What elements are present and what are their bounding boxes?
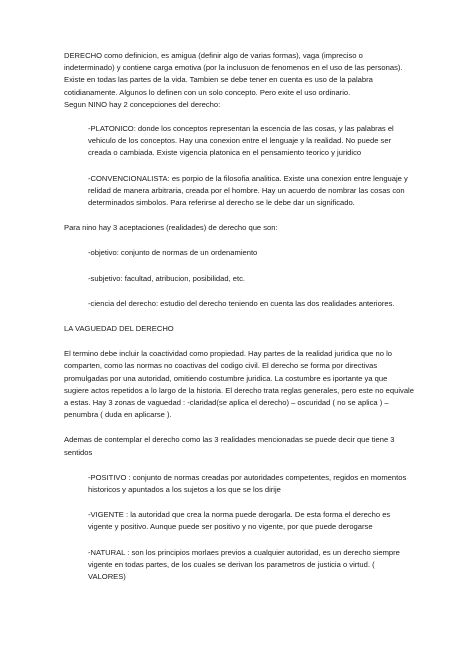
- paragraph-platonico: -PLATONICO: donde los conceptos representan la escencia de las cosas, y las palabras el vehiculo de los conceptos. Hay una conexion entre el lenguaje y la realidad. No puede ser creada o cambiada. Existe vigencia platonica en el pensamiento teorico y juridico: [88, 124, 394, 158]
- paragraph-vaguedad: El termino debe incluir la coactividad como propiedad. Hay partes de la realidad juridica que no lo comparten, como las normas no coactivas del codigo civil. El derecho se forma por directivas promulgadas por una autoridad, omitiendo costumbre juridica. La costumbre es iportante ya que sugiere actos repetidos a lo largo de la historia. El derecho trata reglas generales, pero este no equivale a estas. Hay 3 zonas de vaguedad : -claridad(se aplica el derecho) – oscuridad ( no se aplica ) – penumbra ( duda en aplicarse ).: [64, 349, 414, 420]
- list-item-positivo: -POSITIVO : conjunto de normas creadas por autoridades competentes, regidos en momentos historicos y apuntados a los sujetos a los que se los dirije: [88, 472, 407, 495]
- section-heading-vaguedad: LA VAGUEDAD DEL DERECHO: [64, 324, 174, 334]
- list-item-objetivo: -objetivo: conjunto de normas de un ordenamiento: [88, 248, 258, 258]
- paragraph-derecho-definicion: DERECHO como definicion, es amigua (definir algo de varias formas), vaga (impreciso o indeterminado) y contiene carga emotiva (por la inclusuon de fenomenos en el uso de las personas). Existe en todas las partes de la vida. Tambien se debe tener en cuenta es uso de la palabra cotidianamente. Algunos lo definen con un solo concepto. Pero exite el uso ordinario.: [64, 51, 403, 97]
- paragraph-nino-concepciones: Segun NINO hay 2 concepciones del derecho:: [64, 99, 221, 109]
- document-page: [64, 50, 414, 596]
- paragraph-aceptaciones: Para nino hay 3 aceptaciones (realidades) de derecho que son:: [64, 223, 278, 233]
- list-item-subjetivo: -subjetivo: facultad, atribucion, posibilidad, etc.: [88, 273, 246, 283]
- paragraph-sentidos: Ademas de contemplar el derecho como las 3 realidades mencionadas se puede decir que tiene 3 sentidos: [64, 435, 395, 457]
- paragraph-convencionalista: -CONVENCIONALISTA: es porpio de la filosofia analitica. Existe una conexion entre lenguaje y relidad de manera arbitraria, creada por el hombre. Hay un acuerdo de nombrar las cosas con determinados simbolos. Para referirse al derecho se le debe dar un significado.: [88, 173, 408, 208]
- list-item-vigente: -VIGENTE : la autoridad que crea la norma puede derogarla. De esta forma el derecho es vigente y positivo. Aunque puede ser positivo y no vigente, por que puede derogarse: [88, 510, 391, 532]
- list-item-natural: -NATURAL : son los principios morlaes previos a cualquier autoridad, es un derecho siempre vigente en todas partes, de los cuales se derivan los parametros de justicia o virtud. ( VALORES): [88, 547, 400, 582]
- list-item-ciencia-del-derecho: -ciencia del derecho: estudio del derecho teniendo en cuenta las dos realidades anteriores.: [88, 298, 395, 308]
